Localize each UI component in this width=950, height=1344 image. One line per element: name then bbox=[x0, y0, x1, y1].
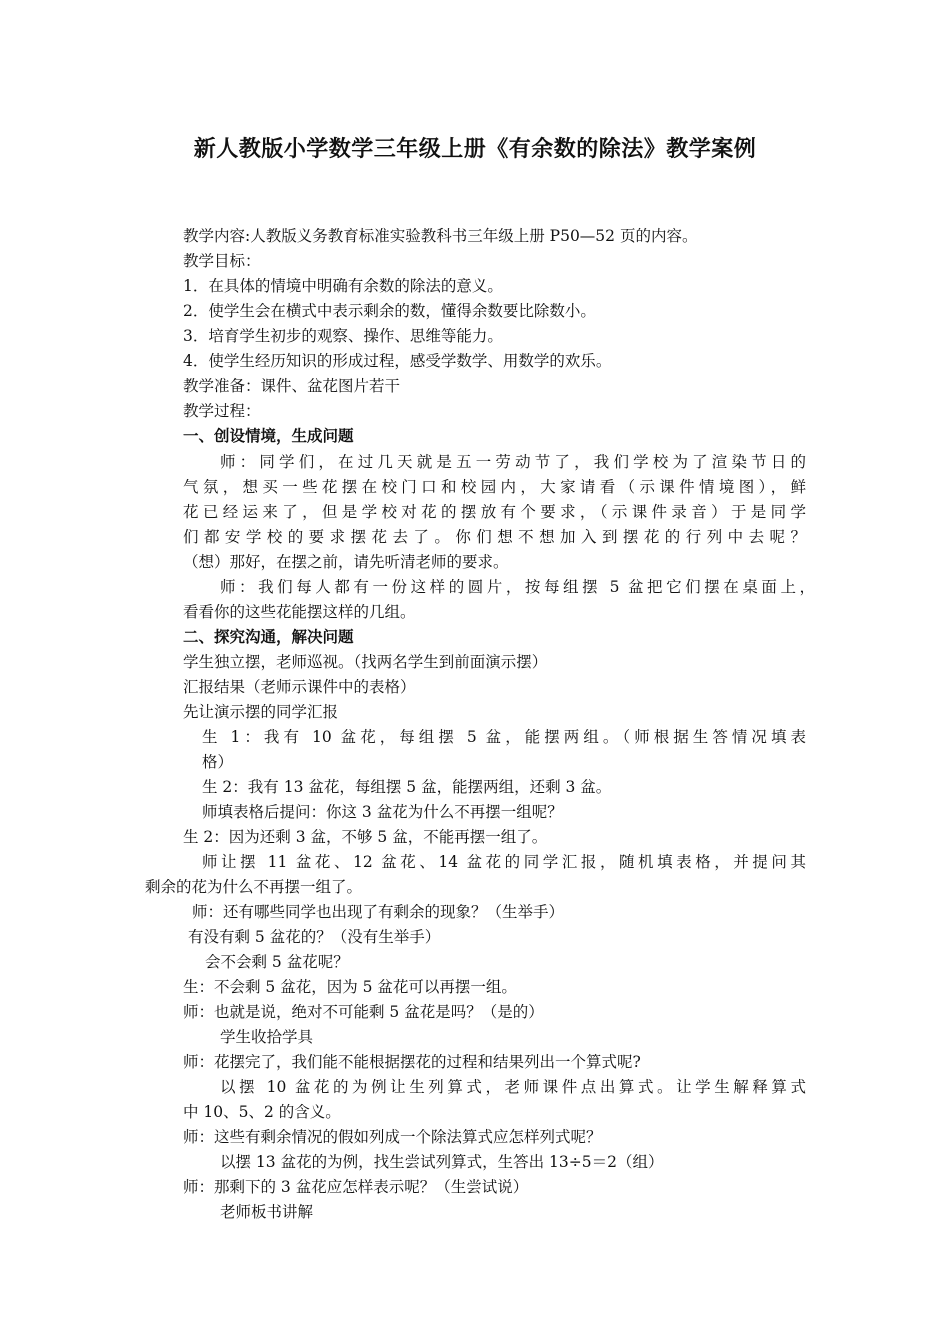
text-line: 师：也就是说，绝对不可能剩 5 盆花是吗？（是的） bbox=[183, 1003, 544, 1021]
section-heading: 二、探究沟通，解决问题 bbox=[183, 628, 354, 646]
text-line: 以摆 13 盆花的为例，找生尝试列算式，生答出 13÷5＝2（组） bbox=[220, 1153, 664, 1171]
text-line: 中 10、5、2 的含义。 bbox=[183, 1103, 341, 1121]
text-line: 老师板书讲解 bbox=[220, 1203, 314, 1221]
text-line: 以摆 10 盆花的为例让生列算式，老师课件点出算式。让学生解释算式 bbox=[220, 1078, 806, 1096]
text-line: 学生独立摆，老师巡视。（找两名学生到前面演示摆） bbox=[183, 653, 548, 671]
text-line: 2．使学生会在横式中表示剩余的数，懂得余数要比除数小。 bbox=[183, 302, 596, 320]
document-title: 新人教版小学数学三年级上册《有余数的除法》教学案例 bbox=[193, 137, 757, 162]
text-line: 们都安学校的要求摆花去了。你们想不想加入到摆花的行列中去呢？ bbox=[183, 528, 806, 546]
text-line: 师：花摆完了，我们能不能根据摆花的过程和结果列出一个算式呢? bbox=[183, 1053, 641, 1071]
text-line: 3．培育学生初步的观察、操作、思维等能力。 bbox=[183, 327, 503, 345]
text-line: 生 2：我有 13 盆花，每组摆 5 盆，能摆两组，还剩 3 盆。 bbox=[202, 778, 612, 796]
text-line: 师：那剩下的 3 盆花应怎样表示呢？（生尝试说） bbox=[183, 1178, 529, 1196]
text-line: 师填表格后提问：你这 3 盆花为什么不再摆一组呢？ bbox=[202, 803, 563, 821]
text-line: 会不会剩 5 盆花呢？ bbox=[205, 953, 349, 971]
text-line: 格） bbox=[202, 753, 234, 771]
text-line: 教学准备：课件、盆花图片若干 bbox=[183, 377, 401, 395]
text-line: 汇报结果（老师示课件中的表格） bbox=[183, 678, 416, 696]
text-line: 学生收拾学具 bbox=[220, 1028, 314, 1046]
text-line: 看看你的这些花能摆这样的几组。 bbox=[183, 603, 416, 621]
section-heading: 一、创设情境，生成问题 bbox=[183, 427, 354, 445]
text-line: 师：还有哪些同学也出现了有剩余的现象？（生举手） bbox=[192, 903, 565, 921]
text-line: 生 2：因为还剩 3 盆，不够 5 盆，不能再摆一组了。 bbox=[183, 828, 548, 846]
text-line: （想）那好，在摆之前，请先听清老师的要求。 bbox=[183, 553, 509, 571]
text-line: 花已经运来了，但是学校对花的摆放有个要求，（示课件录音）于是同学 bbox=[183, 503, 806, 521]
text-line: 4．使学生经历知识的形成过程，感受学数学、用数学的欢乐。 bbox=[183, 352, 612, 370]
text-line: 1．在具体的情境中明确有余数的除法的意义。 bbox=[183, 277, 503, 295]
text-line: 有没有剩 5 盆花的？（没有生举手） bbox=[188, 928, 441, 946]
text-line: 生：不会剩 5 盆花，因为 5 盆花可以再摆一组。 bbox=[183, 978, 517, 996]
text-line: 先让演示摆的同学汇报 bbox=[183, 703, 339, 721]
text-line: 教学内容:人教版义务教育标准实验教科书三年级上册 P50—52 页的内容。 bbox=[183, 227, 698, 245]
text-line: 生 1：我有 10 盆花，每组摆 5 盆，能摆两组。（师根据生答情况填表 bbox=[202, 728, 806, 746]
text-line: 教学过程： bbox=[183, 402, 261, 420]
text-line: 师：我们每人都有一份这样的圆片，按每组摆 5 盆把它们摆在桌面上， bbox=[220, 578, 815, 596]
text-line: 气氛，想买一些花摆在校门口和校园内，大家请看（示课件情境图），鲜 bbox=[183, 478, 806, 496]
text-line: 师让摆 11 盆花、12 盆花、14 盆花的同学汇报，随机填表格，并提问其 bbox=[202, 853, 806, 871]
text-line: 师：同学们，在过几天就是五一劳动节了，我们学校为了渲染节日的 bbox=[220, 453, 806, 471]
text-line: 剩余的花为什么不再摆一组了。 bbox=[145, 878, 363, 896]
text-line: 教学目标： bbox=[183, 252, 261, 270]
text-line: 师：这些有剩余情况的假如列成一个除法算式应怎样列式呢？ bbox=[183, 1128, 602, 1146]
